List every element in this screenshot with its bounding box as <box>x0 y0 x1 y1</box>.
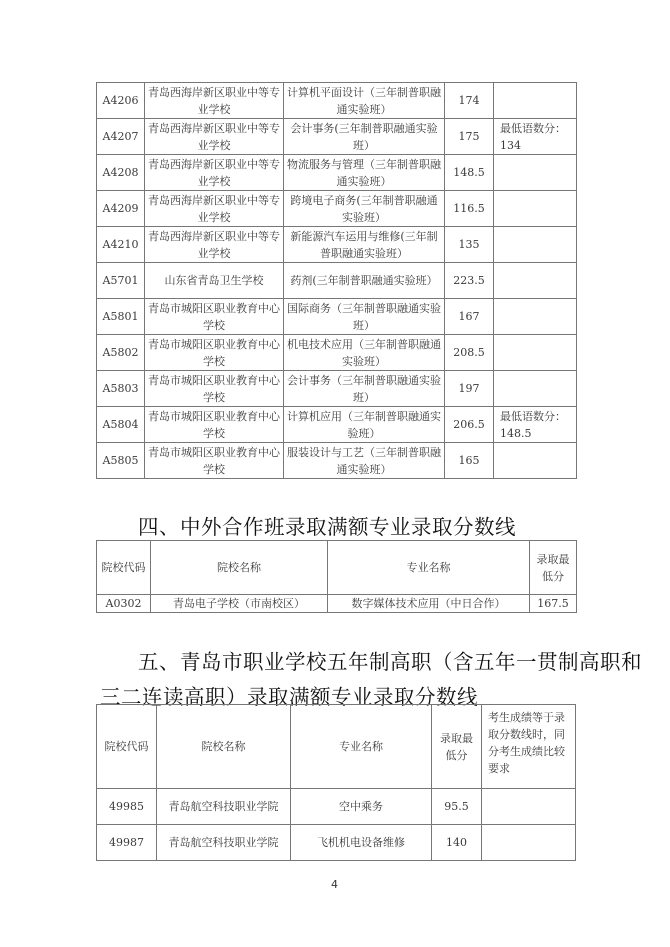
cell-school: 青岛西海岸新区职业中等专业学校 <box>145 83 284 119</box>
cell-note <box>494 227 577 263</box>
cell-school: 山东省青岛卫生学校 <box>145 263 284 299</box>
cell-major: 机电技术应用（三年制普职融通实验班） <box>284 335 445 371</box>
cell-major: 空中乘务 <box>291 789 432 825</box>
table-row <box>97 335 577 371</box>
header-major: 专业名称 <box>328 541 530 595</box>
table-row <box>97 371 577 407</box>
page-number: 4 <box>331 878 338 891</box>
cell-score: 165 <box>445 443 494 479</box>
cell-score: 174 <box>445 83 494 119</box>
cell-note <box>482 825 576 861</box>
cell-note <box>494 263 577 299</box>
cell-note <box>494 191 577 227</box>
cell-note <box>494 155 577 191</box>
cell-code: A5805 <box>97 443 145 479</box>
cell-code: A4209 <box>97 191 145 227</box>
table-header-row <box>97 705 576 789</box>
cell-code: A4208 <box>97 155 145 191</box>
cell-major: 会计事务（三年制普职融通实验班） <box>284 371 445 407</box>
table-header-row <box>97 541 577 595</box>
cell-school: 青岛西海岸新区职业中等专业学校 <box>145 191 284 227</box>
cell-code: A5801 <box>97 299 145 335</box>
cell-note <box>494 443 577 479</box>
table-row <box>97 443 577 479</box>
cell-note: 最低语数分：134 <box>494 119 577 155</box>
cell-code: A5802 <box>97 335 145 371</box>
cell-school: 青岛西海岸新区职业中等专业学校 <box>145 155 284 191</box>
cell-major: 新能源汽车运用与维修(三年制普职融通实验班） <box>284 227 445 263</box>
cell-major: 计算机应用（三年制普职融通实验班） <box>284 407 445 443</box>
table-row <box>97 299 577 335</box>
cell-score: 135 <box>445 227 494 263</box>
cell-major: 计算机平面设计（三年制普职融通实验班） <box>284 83 445 119</box>
cell-note: 最低语数分：148.5 <box>494 407 577 443</box>
header-score: 录取最低分 <box>432 705 482 789</box>
cell-score: 223.5 <box>445 263 494 299</box>
table-row <box>97 191 577 227</box>
cell-score: 140 <box>432 825 482 861</box>
cell-note <box>482 789 576 825</box>
header-code: 院校代码 <box>97 541 151 595</box>
cell-school: 青岛市城阳区职业教育中心学校 <box>145 299 284 335</box>
cell-note <box>494 83 577 119</box>
cell-score: 95.5 <box>432 789 482 825</box>
cell-school: 青岛航空科技职业学院 <box>157 825 291 861</box>
cell-school: 青岛市城阳区职业教育中心学校 <box>145 371 284 407</box>
table-row <box>97 789 576 825</box>
cell-code: A4207 <box>97 119 145 155</box>
cell-school: 青岛市城阳区职业教育中心学校 <box>145 335 284 371</box>
header-major: 专业名称 <box>291 705 432 789</box>
section-5-heading-line1: 五、青岛市职业学校五年制高职（含五年一贯制高职和 <box>138 650 642 674</box>
cell-note <box>494 299 577 335</box>
cell-score: 167 <box>445 299 494 335</box>
cell-school: 青岛市城阳区职业教育中心学校 <box>145 443 284 479</box>
cell-code: A4210 <box>97 227 145 263</box>
cell-major: 国际商务（三年制普职融通实验班） <box>284 299 445 335</box>
cell-school: 青岛电子学校（市南校区） <box>151 595 328 613</box>
header-score: 录取最低分 <box>530 541 577 595</box>
header-school: 院校名称 <box>157 705 291 789</box>
cell-code: A5804 <box>97 407 145 443</box>
cell-code: A5701 <box>97 263 145 299</box>
section-4-heading: 四、中外合作班录取满额专业录取分数线 <box>138 515 516 539</box>
cell-code: A4206 <box>97 83 145 119</box>
cell-score: 175 <box>445 119 494 155</box>
cell-major: 会计事务(三年制普职融通实验班） <box>284 119 445 155</box>
cell-school: 青岛西海岸新区职业中等专业学校 <box>145 227 284 263</box>
cell-school: 青岛西海岸新区职业中等专业学校 <box>145 119 284 155</box>
cell-school: 青岛市城阳区职业教育中心学校 <box>145 407 284 443</box>
five-year-program-table <box>96 704 576 861</box>
cell-major: 跨境电子商务(三年制普职融通实验班） <box>284 191 445 227</box>
admission-table-continued <box>96 82 577 479</box>
section-5-heading-line2: 三二连读高职）录取满额专业录取分数线 <box>100 685 478 709</box>
header-tiebreak: 考生成绩等于录取分数线时，同分考生成绩比较要求 <box>482 705 576 789</box>
cell-score: 206.5 <box>445 407 494 443</box>
cell-code: 49987 <box>97 825 157 861</box>
table-row <box>97 407 577 443</box>
cell-major: 服装设计与工艺（三年制普职融通实验班） <box>284 443 445 479</box>
cell-note <box>494 335 577 371</box>
cell-score: 148.5 <box>445 155 494 191</box>
cell-major: 药剂(三年制普职融通实验班） <box>284 263 445 299</box>
table-row <box>97 119 577 155</box>
cell-code: 49985 <box>97 789 157 825</box>
header-school: 院校名称 <box>151 541 328 595</box>
table-row <box>97 227 577 263</box>
header-code: 院校代码 <box>97 705 157 789</box>
cell-score: 197 <box>445 371 494 407</box>
cell-major: 物流服务与管理（三年制普职融通实验班） <box>284 155 445 191</box>
table-row <box>97 825 576 861</box>
table-row <box>97 263 577 299</box>
cell-major: 飞机机电设备维修 <box>291 825 432 861</box>
cell-code: A5803 <box>97 371 145 407</box>
cell-major: 数字媒体技术应用（中日合作） <box>328 595 530 613</box>
table-row <box>97 595 577 613</box>
cell-score: 208.5 <box>445 335 494 371</box>
table-row <box>97 155 577 191</box>
cell-score: 167.5 <box>530 595 577 613</box>
cell-code: A0302 <box>97 595 151 613</box>
cell-school: 青岛航空科技职业学院 <box>157 789 291 825</box>
sino-foreign-table <box>96 540 577 613</box>
cell-score: 116.5 <box>445 191 494 227</box>
cell-note <box>494 371 577 407</box>
table-row <box>97 83 577 119</box>
